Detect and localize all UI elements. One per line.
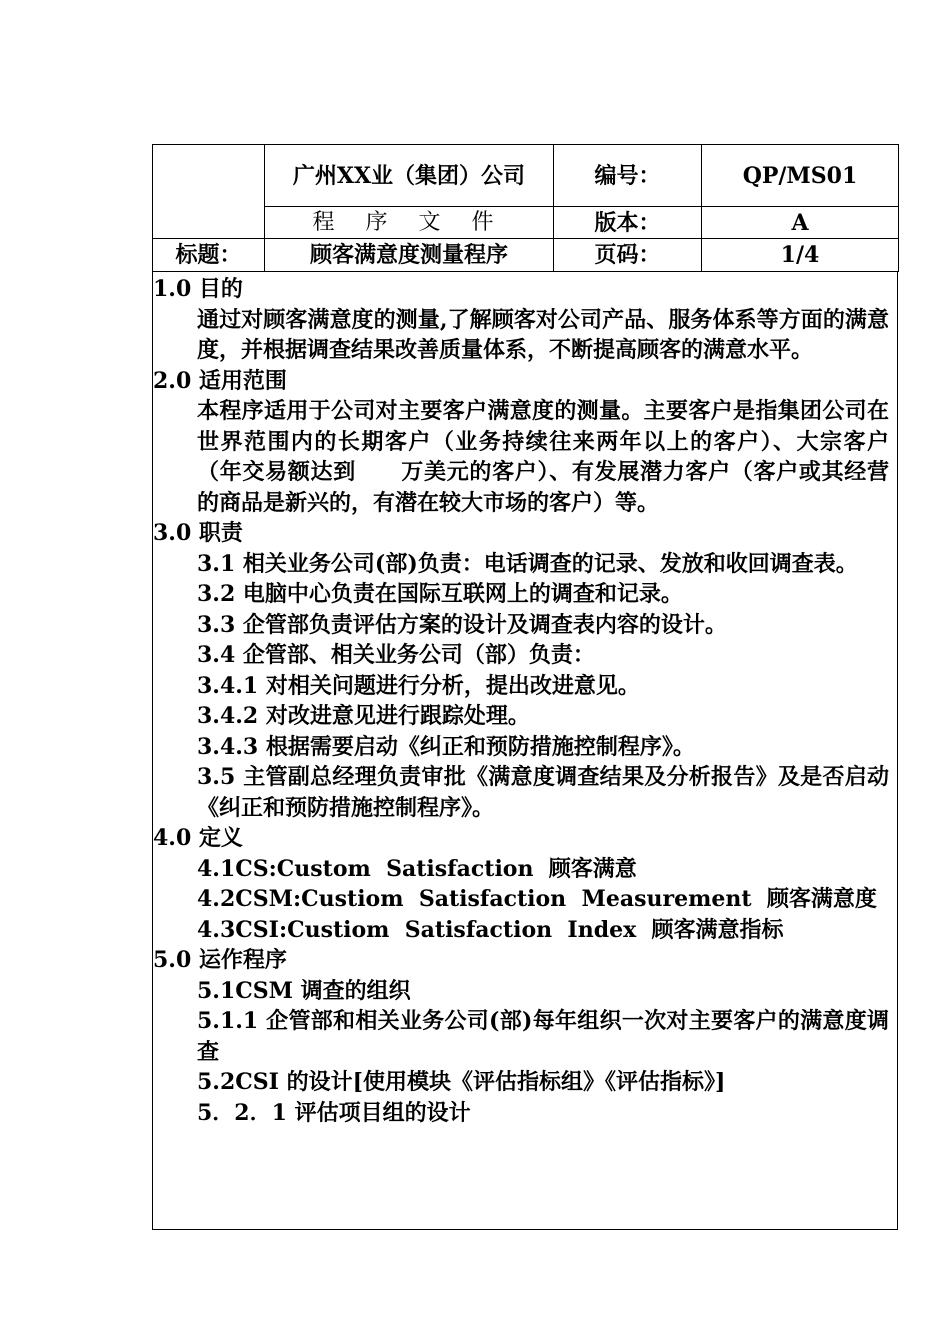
list-item: 3.5 主管副总经理负责审批《满意度调查结果及分析报告》及是否启动《纠正和预防措施控制程序》。 (197, 764, 889, 821)
list-item: 5.1CSM 调查的组织 (197, 977, 411, 1004)
doc-type: 程 序 文 件 (265, 207, 554, 239)
list-item: 5．2．1 评估项目组的设计 (197, 1099, 471, 1126)
section-text: 通过对顾客满意度的测量,了解顾客对公司产品、服务体系等方面的满意度，并根据调查结果改善质量体系，不断提高顾客的满意水平。 (197, 306, 889, 363)
logo-cell (153, 145, 265, 239)
list-item: 5.2CSI 的设计[使用模块《评估指标组》《评估指标》] (197, 1069, 726, 1095)
title-value: 顾客满意度测量程序 (265, 239, 554, 272)
title-label: 标题： (153, 239, 265, 272)
document-page (152, 144, 898, 1230)
list-item: 3.3 企管部负责评估方案的设计及调查表内容的设计。 (197, 611, 727, 638)
list-item: 3.2 电脑中心负责在国际互联网上的调查和记录。 (197, 581, 683, 607)
section-heading: 1.0 目的 (153, 276, 243, 302)
list-item: 3.4.3 根据需要启动《纠正和预防措施控制程序》。 (197, 733, 695, 760)
document-body (152, 272, 898, 1230)
section-heading: 3.0 职责 (153, 520, 243, 546)
company-name: 广州XX业（集团）公司 (265, 145, 554, 207)
list-item: 3.4.1 对相关问题进行分析，提出改进意见。 (197, 672, 640, 699)
section-text: 本程序适用于公司对主要客户满意度的测量。主要客户是指集团公司在世界范围内的长期客户（业务持续往来两年以上的客户）、大宗客户（年交易额达到 万美元的客户）、有发展潜力客户（客户或其经营的商品是新兴的，有潜在较大市场的客户）等。 (197, 398, 889, 516)
list-item: 3.4 企管部、相关业务公司（部）负责： (197, 642, 595, 668)
page-label: 页码： (554, 239, 702, 272)
page-value: 1/4 (702, 239, 899, 272)
number-label: 编号： (554, 145, 702, 207)
header-table (152, 144, 899, 272)
version-label: 版本： (554, 207, 702, 239)
section-heading: 2.0 适用范围 (153, 367, 287, 394)
version-value: A (702, 207, 899, 239)
list-item: 5.1.1 企管部和相关业务公司(部)每年组织一次对主要客户的满意度调查 (197, 1008, 889, 1065)
list-item: 4.3CSI:Custiom Satisfaction Index 顾客满意指标 (197, 916, 784, 943)
section-heading: 4.0 定义 (153, 825, 243, 851)
list-item: 4.1CS:Custom Satisfaction 顾客满意 (197, 855, 637, 882)
section-heading: 5.0 运作程序 (153, 947, 287, 973)
number-value: QP/MS01 (702, 145, 899, 207)
list-item: 3.4.2 对改进意见进行跟踪处理。 (197, 703, 530, 729)
list-item: 3.1 相关业务公司(部)负责：电话调查的记录、发放和收回调查表。 (197, 550, 858, 577)
list-item: 4.2CSM:Custiom Satisfaction Measurement 顾客满意度 (197, 886, 877, 912)
